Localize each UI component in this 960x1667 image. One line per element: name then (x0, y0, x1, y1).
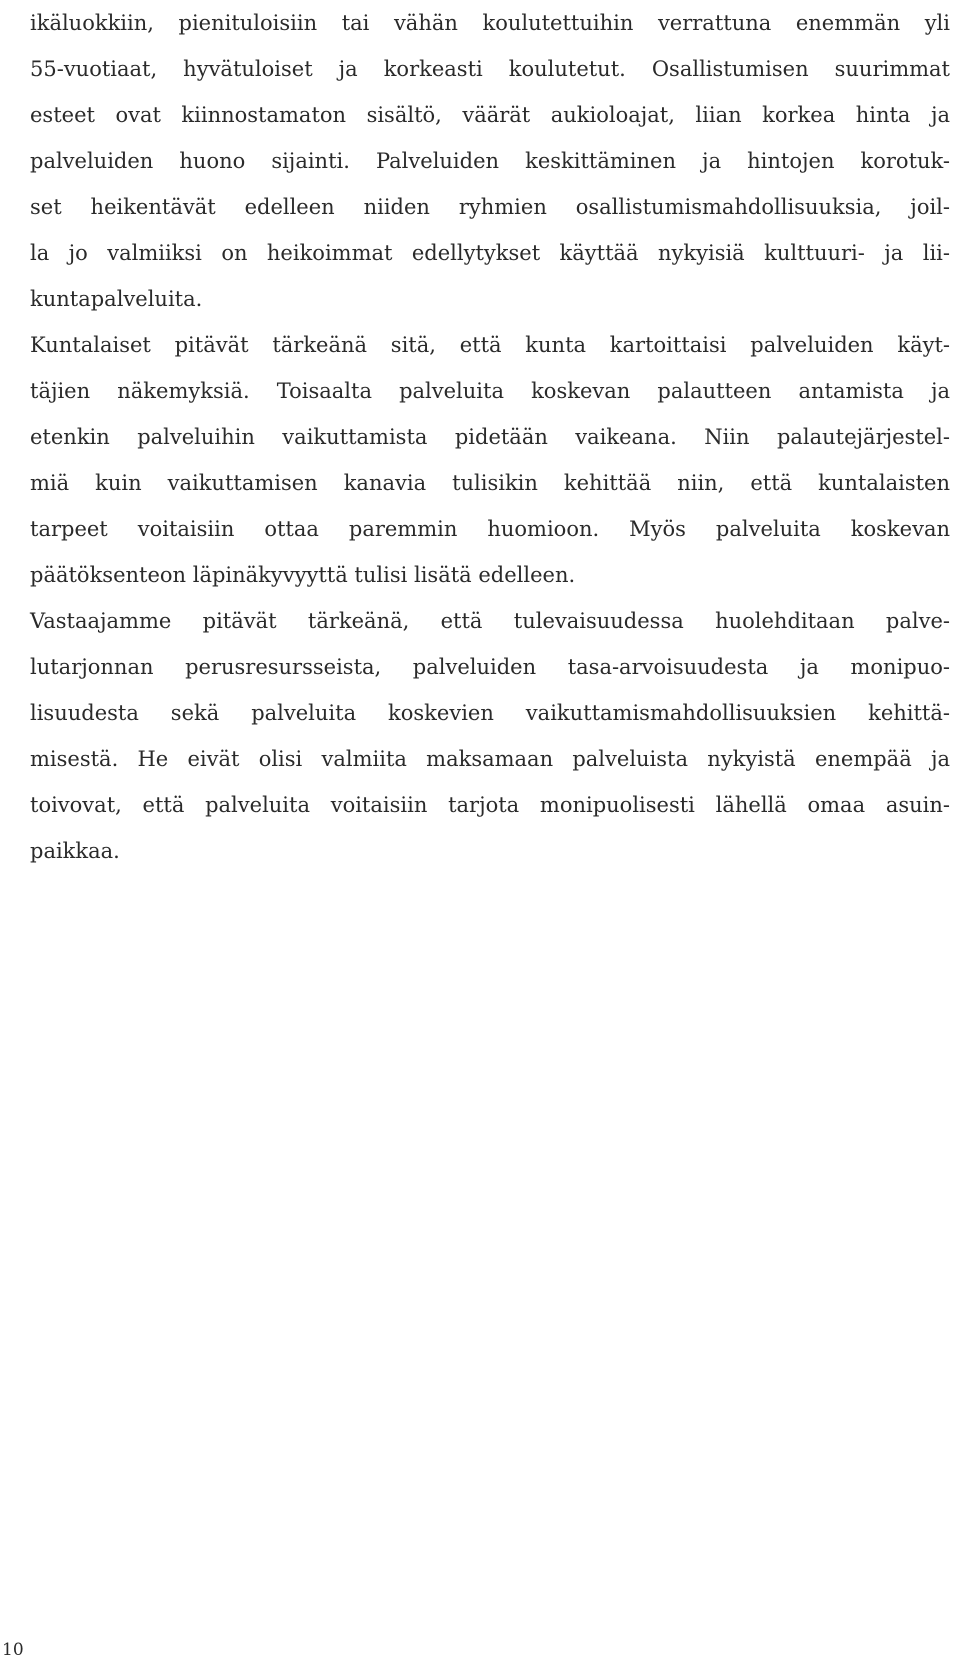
paragraph-3 (30, 598, 950, 874)
paragraph-2 (30, 322, 950, 598)
page-number: 10 (2, 1640, 24, 1660)
text-line: set heikentävät edelleen niiden ryhmien osallistumismahdollisuuksia, joil- (30, 195, 950, 219)
text-line: miä kuin vaikuttamisen kanavia tulisikin kehittää niin, että kuntalaisten (30, 471, 950, 495)
text-line: lutarjonnan perusresursseista, palveluiden tasa-arvoisuudesta ja monipuo- (30, 655, 950, 679)
text-line: Kuntalaiset pitävät tärkeänä sitä, että kunta kartoittaisi palveluiden käyt- (30, 333, 950, 357)
text-line: ikäluokkiin, pienituloisiin tai vähän koulutettuihin verrattuna enemmän yli (30, 11, 950, 35)
paragraph-1 (30, 0, 950, 322)
text-line: toivovat, että palveluita voitaisiin tarjota monipuolisesti lähellä omaa asuin- (30, 793, 950, 817)
text-line: lisuudesta sekä palveluita koskevien vaikuttamismahdollisuuksien kehittä- (30, 701, 950, 725)
text-line: täjien näkemyksiä. Toisaalta palveluita koskevan palautteen antamista ja (30, 379, 950, 403)
text-line: etenkin palveluihin vaikuttamista pidetään vaikeana. Niin palautejärjestel- (30, 425, 950, 449)
text-line: la jo valmiiksi on heikoimmat edellytykset käyttää nykyisiä kulttuuri- ja lii- (30, 241, 950, 265)
text-line: misestä. He eivät olisi valmiita maksamaan palveluista nykyistä enempää ja (30, 747, 950, 771)
text-line: palveluiden huono sijainti. Palveluiden keskittäminen ja hintojen korotuk- (30, 149, 950, 173)
text-line: tarpeet voitaisiin ottaa paremmin huomioon. Myös palveluita koskevan (30, 517, 950, 541)
text-line: 55-vuotiaat, hyvätuloiset ja korkeasti koulutetut. Osallistumisen suurimmat (30, 57, 950, 81)
text-line: päätöksenteon läpinäkyvyyttä tulisi lisätä edelleen. (30, 563, 576, 587)
text-line: Vastaajamme pitävät tärkeänä, että tulevaisuudessa huolehditaan palve- (30, 609, 950, 633)
text-line: paikkaa. (30, 839, 120, 863)
text-line: kuntapalveluita. (30, 287, 203, 311)
text-line: esteet ovat kiinnostamaton sisältö, väärät aukioloajat, liian korkea hinta ja (30, 103, 950, 127)
body-text (30, 0, 950, 874)
